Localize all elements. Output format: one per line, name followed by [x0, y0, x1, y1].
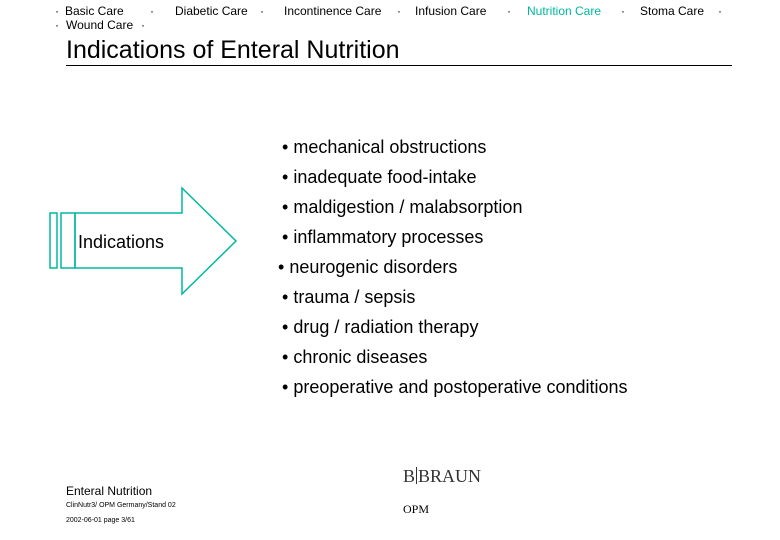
list-item-text: drug / radiation therapy	[293, 317, 479, 337]
bullet-marker: •	[282, 347, 289, 367]
arrow-bar-inner	[61, 213, 75, 268]
list-item-text: inflammatory processes	[293, 227, 484, 247]
list-item-text: inadequate food-intake	[293, 167, 477, 187]
list-item	[282, 167, 476, 188]
arrow-label: Indications	[78, 232, 165, 252]
slide-title: Indications of Enteral Nutrition	[66, 36, 400, 64]
nav-sep: ·	[141, 18, 145, 32]
list-item	[282, 287, 415, 308]
bullet-marker: •	[282, 167, 289, 187]
nav-nutrition-care[interactable]: Nutrition Care	[527, 4, 602, 18]
list-item-text: maldigestion / malabsorption	[293, 197, 523, 217]
bullet-marker: •	[282, 377, 289, 397]
list-item-text: neurogenic disorders	[289, 257, 458, 277]
footer-topic: Enteral Nutrition	[66, 484, 153, 498]
nav-infusion-care[interactable]: Infusion Care	[415, 4, 487, 18]
brand-logo	[403, 466, 481, 487]
nav-sep: ·	[621, 4, 625, 18]
nav-diabetic-care[interactable]: Diabetic Care	[175, 4, 248, 18]
nav-basic-care[interactable]: Basic Care	[65, 4, 124, 18]
list-item	[282, 197, 522, 218]
list-item	[282, 227, 483, 248]
nav-stoma-care[interactable]: Stoma Care	[640, 4, 705, 18]
list-item-text: mechanical obstructions	[293, 137, 487, 157]
bullet-marker: •	[282, 317, 289, 337]
nav-incontinence-care[interactable]: Incontinence Care	[284, 4, 382, 18]
bullet-marker: •	[282, 287, 289, 307]
list-item-text: trauma / sepsis	[293, 287, 416, 307]
list-item-text: chronic diseases	[293, 347, 428, 367]
bullet-marker: •	[282, 227, 289, 247]
list-item-text: preoperative and postoperative conditions	[293, 377, 628, 397]
nav-sep: ·	[507, 4, 511, 18]
nav-sep: ·	[260, 4, 264, 18]
nav-sep: ·	[55, 4, 59, 18]
list-item	[282, 137, 486, 158]
footer-date-page: 2002-06-01 page 3/61	[66, 517, 135, 524]
bullet-marker: •	[282, 137, 289, 157]
list-item	[282, 347, 427, 368]
nav-sep: ·	[55, 18, 59, 32]
brand-logo-divider	[416, 467, 417, 484]
list-item	[282, 377, 628, 398]
title-underline	[66, 65, 732, 66]
brand-tag: OPM	[403, 502, 430, 516]
nav-sep: ·	[718, 4, 722, 18]
brand-logo-right: BRAUN	[418, 466, 482, 486]
nav-sep: ·	[150, 4, 154, 18]
bullet-marker: •	[278, 257, 285, 277]
bullet-marker: •	[282, 197, 289, 217]
brand-logo-left: B	[403, 466, 416, 486]
arrow-bar-outer	[50, 213, 57, 268]
footer-reference: ClinNutr3/ OPM Germany/Stand 02	[66, 502, 176, 509]
list-item	[278, 257, 457, 278]
nav-sep: ·	[397, 4, 401, 18]
list-item	[282, 317, 478, 338]
nav-wound-care[interactable]: Wound Care	[66, 18, 134, 32]
